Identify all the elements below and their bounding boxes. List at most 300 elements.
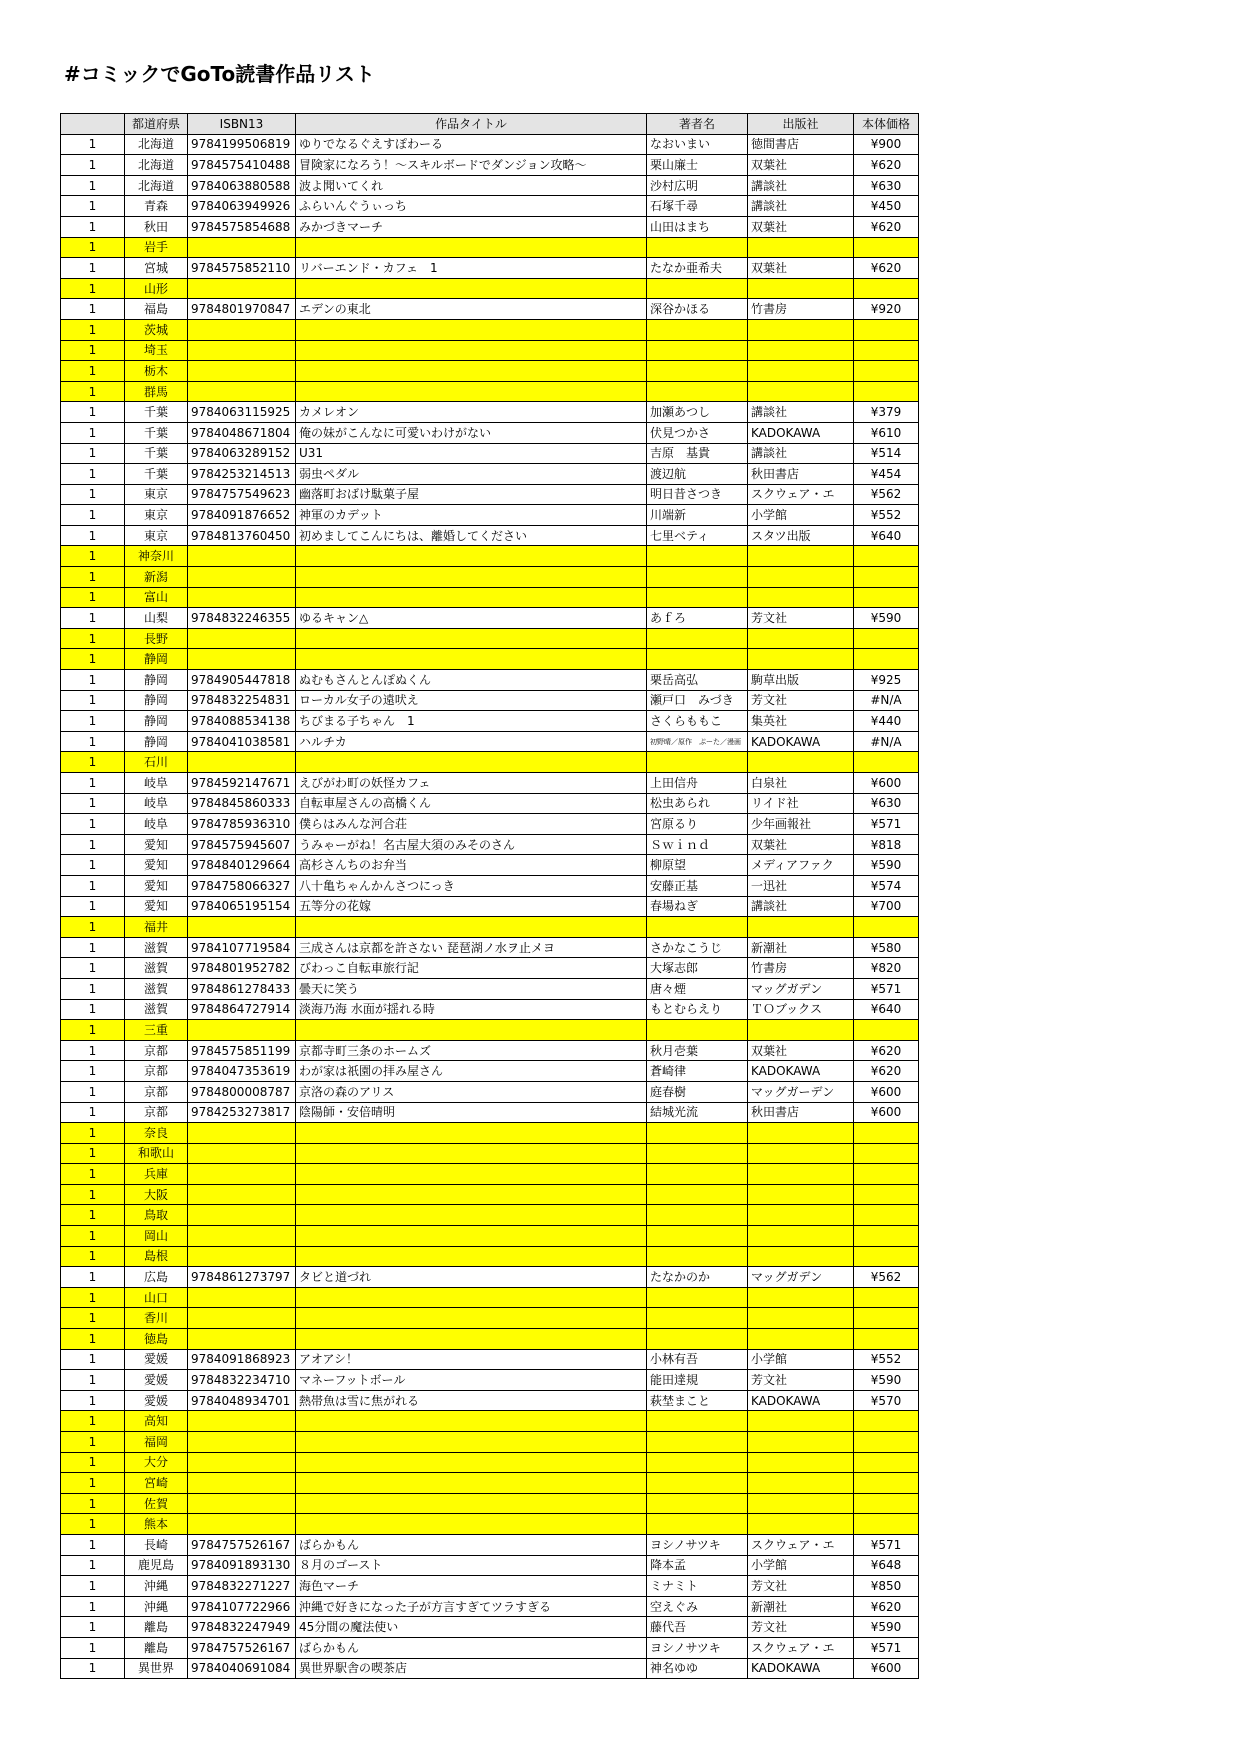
- row-title: 海色マーチ: [296, 1576, 647, 1597]
- table-row: [61, 1081, 919, 1102]
- row-author: 能田達規: [647, 1370, 748, 1391]
- row-price: ¥590: [854, 855, 919, 876]
- row-prefecture: 静岡: [125, 731, 188, 752]
- row-title: [296, 546, 647, 567]
- row-isbn: 9784063949926: [188, 196, 296, 217]
- row-isbn: 9784107722966: [188, 1596, 296, 1617]
- table-row: [61, 814, 919, 835]
- row-author: 柳原望: [647, 855, 748, 876]
- row-number: 1: [61, 1123, 125, 1144]
- row-isbn: [188, 381, 296, 402]
- row-publisher: [748, 1308, 854, 1329]
- row-author: 庭春樹: [647, 1081, 748, 1102]
- row-title: 幽落町おばけ駄菓子屋: [296, 484, 647, 505]
- row-price: ¥620: [854, 155, 919, 176]
- row-author: [647, 1164, 748, 1185]
- row-number: 1: [61, 875, 125, 896]
- row-title: 京都寺町三条のホームズ: [296, 1040, 647, 1061]
- row-number: 1: [61, 608, 125, 629]
- row-author: [647, 628, 748, 649]
- row-author: [647, 1287, 748, 1308]
- table-row: [61, 999, 919, 1020]
- row-price: ¥620: [854, 1061, 919, 1082]
- row-title: 弱虫ペダル: [296, 464, 647, 485]
- row-price: ¥600: [854, 1658, 919, 1679]
- table-row: [61, 299, 919, 320]
- row-price: [854, 1432, 919, 1453]
- row-number: 1: [61, 1329, 125, 1350]
- row-title: 淡海乃海 水面が揺れる時: [296, 999, 647, 1020]
- row-isbn: 9784575851199: [188, 1040, 296, 1061]
- row-price: [854, 587, 919, 608]
- row-prefecture: 沖縄: [125, 1576, 188, 1597]
- row-isbn: 9784757526167: [188, 1637, 296, 1658]
- row-author: 明日昔さつき: [647, 484, 748, 505]
- row-price: ¥920: [854, 299, 919, 320]
- row-prefecture: 東京: [125, 505, 188, 526]
- table-row: [61, 670, 919, 691]
- row-number: 1: [61, 690, 125, 711]
- row-author: 唐々煙: [647, 978, 748, 999]
- table-row: [61, 855, 919, 876]
- row-publisher: [748, 1020, 854, 1041]
- row-author: 結城光流: [647, 1102, 748, 1123]
- row-number: 1: [61, 731, 125, 752]
- row-number: 1: [61, 773, 125, 794]
- row-author: 降本孟: [647, 1555, 748, 1576]
- row-title: U31: [296, 443, 647, 464]
- table-row: [61, 1164, 919, 1185]
- row-author: 栗山廉士: [647, 155, 748, 176]
- row-prefecture: 鳥取: [125, 1205, 188, 1226]
- row-title: 三成さんは京都を許さない 琵琶湖ノ水ヲ止メヨ: [296, 937, 647, 958]
- row-publisher: 芳文社: [748, 1617, 854, 1638]
- row-author: [647, 1329, 748, 1350]
- row-isbn: 9784575852110: [188, 258, 296, 279]
- row-number: 1: [61, 1143, 125, 1164]
- row-author: [647, 1205, 748, 1226]
- row-number: 1: [61, 1432, 125, 1453]
- row-publisher: 芳文社: [748, 1576, 854, 1597]
- row-publisher: 講談社: [748, 896, 854, 917]
- row-publisher: [748, 340, 854, 361]
- row-title: 45分間の魔法使い: [296, 1617, 647, 1638]
- row-isbn: 9784048934701: [188, 1390, 296, 1411]
- row-publisher: 秋田書店: [748, 1102, 854, 1123]
- row-price: [854, 567, 919, 588]
- row-price: ¥600: [854, 1081, 919, 1102]
- row-publisher: [748, 1514, 854, 1535]
- row-publisher: 講談社: [748, 443, 854, 464]
- row-prefecture: 滋賀: [125, 978, 188, 999]
- row-title: [296, 1432, 647, 1453]
- row-publisher: 集英社: [748, 711, 854, 732]
- row-prefecture: 熊本: [125, 1514, 188, 1535]
- row-number: 1: [61, 896, 125, 917]
- row-price: ¥818: [854, 834, 919, 855]
- row-prefecture: 京都: [125, 1081, 188, 1102]
- row-prefecture: 埼玉: [125, 340, 188, 361]
- row-author: あｆろ: [647, 608, 748, 629]
- row-number: 1: [61, 1658, 125, 1679]
- row-isbn: 9784048671804: [188, 422, 296, 443]
- table-row: [61, 752, 919, 773]
- table-row: [61, 1143, 919, 1164]
- row-title: ゆりでなるぐえすぽわーる: [296, 134, 647, 155]
- row-publisher: KADOKAWA: [748, 422, 854, 443]
- row-publisher: 徳間書店: [748, 134, 854, 155]
- row-title: [296, 1287, 647, 1308]
- table-row: [61, 1102, 919, 1123]
- table-row: [61, 567, 919, 588]
- row-price: ¥552: [854, 505, 919, 526]
- row-title: 僕らはみんな河合荘: [296, 814, 647, 835]
- table-row: [61, 1205, 919, 1226]
- row-prefecture: 愛知: [125, 875, 188, 896]
- table-row: [61, 1390, 919, 1411]
- row-title: 陰陽師・安倍晴明: [296, 1102, 647, 1123]
- row-price: [854, 278, 919, 299]
- row-isbn: [188, 587, 296, 608]
- row-author: [647, 752, 748, 773]
- row-isbn: [188, 546, 296, 567]
- table-row: [61, 793, 919, 814]
- row-title: 神軍のカデット: [296, 505, 647, 526]
- row-number: 1: [61, 1349, 125, 1370]
- row-author: 伏見つかさ: [647, 422, 748, 443]
- row-publisher: 双葉社: [748, 216, 854, 237]
- row-title: ばらかもん: [296, 1637, 647, 1658]
- row-publisher: 芳文社: [748, 1370, 854, 1391]
- row-number: 1: [61, 1081, 125, 1102]
- row-publisher: [748, 567, 854, 588]
- row-publisher: [748, 381, 854, 402]
- table-row: [61, 958, 919, 979]
- row-isbn: [188, 1184, 296, 1205]
- row-publisher: 芳文社: [748, 690, 854, 711]
- row-prefecture: 福島: [125, 299, 188, 320]
- table-row: [61, 690, 919, 711]
- row-title: [296, 278, 647, 299]
- row-publisher: [748, 917, 854, 938]
- row-author: 萩埜まこと: [647, 1390, 748, 1411]
- row-isbn: [188, 1123, 296, 1144]
- row-author: [647, 546, 748, 567]
- row-author: Ｓｗｉｎｄ: [647, 834, 748, 855]
- row-price: [854, 1164, 919, 1185]
- row-prefecture: 北海道: [125, 155, 188, 176]
- row-number: 1: [61, 381, 125, 402]
- row-prefecture: 山口: [125, 1287, 188, 1308]
- row-publisher: 小学館: [748, 505, 854, 526]
- row-isbn: [188, 1452, 296, 1473]
- row-prefecture: 静岡: [125, 649, 188, 670]
- row-number: 1: [61, 361, 125, 382]
- row-number: 1: [61, 1534, 125, 1555]
- row-price: ¥552: [854, 1349, 919, 1370]
- row-author: さくらももこ: [647, 711, 748, 732]
- row-number: 1: [61, 587, 125, 608]
- row-price: ¥574: [854, 875, 919, 896]
- row-title: わが家は祇園の拝み屋さん: [296, 1061, 647, 1082]
- row-publisher: 芳文社: [748, 608, 854, 629]
- header-author: 著者名: [647, 114, 748, 135]
- row-isbn: [188, 319, 296, 340]
- row-price: [854, 917, 919, 938]
- row-author: 渡辺航: [647, 464, 748, 485]
- row-publisher: 一迅社: [748, 875, 854, 896]
- row-title: 俺の妹がこんなに可愛いわけがない: [296, 422, 647, 443]
- row-publisher: 双葉社: [748, 1040, 854, 1061]
- row-author: 栗岳高弘: [647, 670, 748, 691]
- row-isbn: 9784040691084: [188, 1658, 296, 1679]
- row-price: ¥454: [854, 464, 919, 485]
- row-price: ¥850: [854, 1576, 919, 1597]
- row-author: 上田信舟: [647, 773, 748, 794]
- table-row: [61, 1287, 919, 1308]
- row-publisher: リイド社: [748, 793, 854, 814]
- row-publisher: 新潮社: [748, 1596, 854, 1617]
- row-number: 1: [61, 917, 125, 938]
- row-author: 蒼崎律: [647, 1061, 748, 1082]
- row-number: 1: [61, 319, 125, 340]
- row-prefecture: 新潟: [125, 567, 188, 588]
- row-number: 1: [61, 814, 125, 835]
- table-row: [61, 731, 919, 752]
- row-title: 曇天に笑う: [296, 978, 647, 999]
- row-title: 高杉さんちのお弁当: [296, 855, 647, 876]
- row-author: 秋月壱葉: [647, 1040, 748, 1061]
- row-publisher: [748, 1329, 854, 1350]
- row-title: カメレオン: [296, 402, 647, 423]
- row-publisher: ＴＯブックス: [748, 999, 854, 1020]
- row-number: 1: [61, 1514, 125, 1535]
- row-author: [647, 319, 748, 340]
- row-title: [296, 1246, 647, 1267]
- table-row: [61, 1637, 919, 1658]
- row-isbn: 9784800008787: [188, 1081, 296, 1102]
- row-number: 1: [61, 464, 125, 485]
- table-row: [61, 381, 919, 402]
- row-number: 1: [61, 1246, 125, 1267]
- row-prefecture: 京都: [125, 1061, 188, 1082]
- row-price: [854, 649, 919, 670]
- row-isbn: 9784253273817: [188, 1102, 296, 1123]
- row-author: もとむらえり: [647, 999, 748, 1020]
- row-title: 異世界駅舎の喫茶店: [296, 1658, 647, 1679]
- row-title: 自転車屋さんの高橋くん: [296, 793, 647, 814]
- row-prefecture: 福岡: [125, 1432, 188, 1453]
- row-prefecture: 北海道: [125, 134, 188, 155]
- row-title: ハルチカ: [296, 731, 647, 752]
- row-price: [854, 340, 919, 361]
- row-price: ¥590: [854, 1370, 919, 1391]
- table-row: [61, 134, 919, 155]
- row-isbn: [188, 1164, 296, 1185]
- row-publisher: [748, 361, 854, 382]
- row-number: 1: [61, 1040, 125, 1061]
- table-row: [61, 628, 919, 649]
- row-number: 1: [61, 1061, 125, 1082]
- row-publisher: 講談社: [748, 196, 854, 217]
- row-author: 安藤正基: [647, 875, 748, 896]
- row-prefecture: 徳島: [125, 1329, 188, 1350]
- row-isbn: [188, 752, 296, 773]
- row-price: [854, 1411, 919, 1432]
- row-price: ¥640: [854, 525, 919, 546]
- row-author: [647, 1020, 748, 1041]
- row-author: [647, 361, 748, 382]
- row-prefecture: 香川: [125, 1308, 188, 1329]
- row-title: [296, 1411, 647, 1432]
- row-title: [296, 1308, 647, 1329]
- table-row: [61, 1123, 919, 1144]
- row-isbn: 9784047353619: [188, 1061, 296, 1082]
- row-prefecture: 沖縄: [125, 1596, 188, 1617]
- table-row: [61, 1411, 919, 1432]
- row-prefecture: 青森: [125, 196, 188, 217]
- row-prefecture: 宮崎: [125, 1473, 188, 1494]
- row-title: マネーフットボール: [296, 1370, 647, 1391]
- row-title: [296, 1184, 647, 1205]
- row-author: 七里ベティ: [647, 525, 748, 546]
- row-publisher: マッグガデン: [748, 978, 854, 999]
- row-prefecture: 東京: [125, 484, 188, 505]
- table-row: [61, 917, 919, 938]
- row-price: [854, 1287, 919, 1308]
- row-price: ¥514: [854, 443, 919, 464]
- row-title: 冒険家になろう！〜スキルボードでダンジョン攻略〜: [296, 155, 647, 176]
- row-publisher: 少年画報社: [748, 814, 854, 835]
- row-number: 1: [61, 1102, 125, 1123]
- table-body: [61, 134, 919, 1679]
- row-number: 1: [61, 649, 125, 670]
- row-isbn: 9784832247949: [188, 1617, 296, 1638]
- row-price: [854, 237, 919, 258]
- row-title: 八十亀ちゃんかんさつにっき: [296, 875, 647, 896]
- row-publisher: 小学館: [748, 1349, 854, 1370]
- row-number: 1: [61, 1226, 125, 1247]
- row-number: 1: [61, 834, 125, 855]
- row-number: 1: [61, 340, 125, 361]
- table-row: [61, 216, 919, 237]
- row-price: [854, 319, 919, 340]
- row-title: うみゃーがね！名古屋大須のみそのさん: [296, 834, 647, 855]
- row-author: 深谷かほる: [647, 299, 748, 320]
- table-row: [61, 1184, 919, 1205]
- row-prefecture: 福井: [125, 917, 188, 938]
- row-price: ¥570: [854, 1390, 919, 1411]
- table-row: [61, 1020, 919, 1041]
- row-number: 1: [61, 1287, 125, 1308]
- row-publisher: スクウェア・エ: [748, 1637, 854, 1658]
- row-prefecture: 茨城: [125, 319, 188, 340]
- row-author: 神名ゆゆ: [647, 1658, 748, 1679]
- row-number: 1: [61, 628, 125, 649]
- row-prefecture: 岐阜: [125, 814, 188, 835]
- table-row: [61, 443, 919, 464]
- row-prefecture: 奈良: [125, 1123, 188, 1144]
- row-author: 石塚千尋: [647, 196, 748, 217]
- row-title: ゆるキャン△: [296, 608, 647, 629]
- row-author: [647, 567, 748, 588]
- row-title: [296, 1020, 647, 1041]
- row-price: ¥620: [854, 258, 919, 279]
- row-title: びわっこ自転車旅行記: [296, 958, 647, 979]
- row-prefecture: 静岡: [125, 670, 188, 691]
- row-title: [296, 752, 647, 773]
- row-number: 1: [61, 546, 125, 567]
- row-prefecture: 長野: [125, 628, 188, 649]
- row-author: [647, 278, 748, 299]
- table-row: [61, 834, 919, 855]
- row-price: ¥640: [854, 999, 919, 1020]
- row-isbn: 9784592147671: [188, 773, 296, 794]
- row-prefecture: 秋田: [125, 216, 188, 237]
- row-prefecture: 滋賀: [125, 999, 188, 1020]
- table-row: [61, 484, 919, 505]
- row-number: 1: [61, 1205, 125, 1226]
- row-prefecture: 岩手: [125, 237, 188, 258]
- row-prefecture: 静岡: [125, 711, 188, 732]
- table-row: [61, 1349, 919, 1370]
- row-isbn: 9784832271227: [188, 1576, 296, 1597]
- row-prefecture: 神奈川: [125, 546, 188, 567]
- row-author: 初野晴／原作 ぷーた／漫画: [647, 731, 748, 752]
- row-title: タビと道づれ: [296, 1267, 647, 1288]
- row-publisher: KADOKAWA: [748, 731, 854, 752]
- row-prefecture: 群馬: [125, 381, 188, 402]
- row-title: [296, 361, 647, 382]
- row-isbn: 9784758066327: [188, 875, 296, 896]
- row-price: ¥580: [854, 937, 919, 958]
- row-prefecture: 滋賀: [125, 937, 188, 958]
- row-author: たなかのか: [647, 1267, 748, 1288]
- row-author: [647, 1184, 748, 1205]
- row-number: 1: [61, 1452, 125, 1473]
- row-publisher: 双葉社: [748, 258, 854, 279]
- row-isbn: 9784801952782: [188, 958, 296, 979]
- row-publisher: KADOKAWA: [748, 1658, 854, 1679]
- row-price: [854, 1329, 919, 1350]
- row-isbn: [188, 1308, 296, 1329]
- row-isbn: [188, 917, 296, 938]
- row-prefecture: 宮城: [125, 258, 188, 279]
- row-author: [647, 1452, 748, 1473]
- row-author: [647, 917, 748, 938]
- table-row: [61, 1534, 919, 1555]
- row-number: 1: [61, 1617, 125, 1638]
- row-number: 1: [61, 505, 125, 526]
- row-author: [647, 1123, 748, 1144]
- table-row: [61, 875, 919, 896]
- row-author: [647, 1432, 748, 1453]
- row-publisher: スクウェア・エ: [748, 1534, 854, 1555]
- row-isbn: [188, 361, 296, 382]
- row-price: ¥440: [854, 711, 919, 732]
- row-number: 1: [61, 978, 125, 999]
- row-publisher: [748, 1411, 854, 1432]
- row-isbn: 9784864727914: [188, 999, 296, 1020]
- row-title: えびがわ町の妖怪カフェ: [296, 773, 647, 794]
- table-row: [61, 1514, 919, 1535]
- row-isbn: 9784088534138: [188, 711, 296, 732]
- header-price: 本体価格: [854, 114, 919, 135]
- row-title: [296, 1329, 647, 1350]
- row-publisher: [748, 587, 854, 608]
- row-price: ¥900: [854, 134, 919, 155]
- row-isbn: 9784063115925: [188, 402, 296, 423]
